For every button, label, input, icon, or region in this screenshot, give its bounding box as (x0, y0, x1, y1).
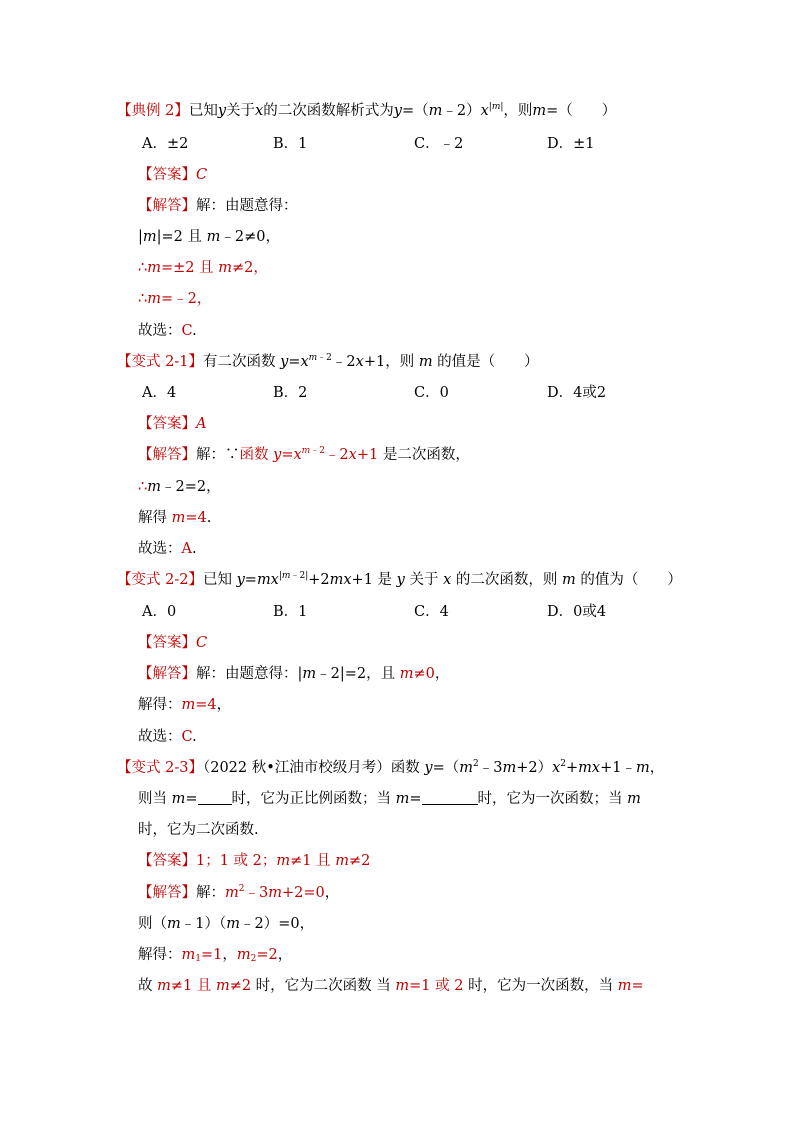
example-2-tag: 【典例 2】 (117, 103, 189, 119)
option-c[interactable]: C．0 (414, 385, 449, 401)
option-b[interactable]: B．1 (273, 604, 308, 620)
variant-2-3-solution: 【解答】解：$m^2﹣3m+2=0$， (138, 884, 340, 901)
variant-2-2-step-1: 解得：m=4， (138, 697, 232, 713)
option-c[interactable]: C．4 (414, 604, 449, 620)
variant-2-3-stem-2: 则当 m= 时，它为正比例函数；当 m= 时，它为一次函数；当 m (138, 791, 641, 807)
variant-2-1-step-2: 解得 m=4. (138, 510, 212, 526)
variant-2-3-step-1: 则（m﹣1）（m﹣2）=0， (138, 916, 315, 932)
example-2-stem: 【典例 2】已知y关于x的二次函数解析式为$y=(m﹣2)x^{|m|}$，则m=（ ） (117, 102, 617, 119)
example-2-step-4: 故选：C. (138, 323, 197, 339)
example-2-answer: 【答案】C (138, 167, 208, 183)
variant-2-3-step-2: 解得：$m_1=1$，$m_2=2$， (138, 947, 293, 964)
option-a[interactable]: A．±2 (142, 136, 189, 152)
option-d[interactable]: D．±1 (547, 136, 595, 152)
variant-2-1-answer: 【答案】A (138, 416, 207, 432)
variant-2-2-step-2: 故选：C. (138, 729, 197, 745)
variant-2-3-stem-3: 时，它为二次函数. (138, 822, 259, 838)
example-2-step-1: |m|=2 且 m﹣2≠0， (138, 229, 280, 245)
variant-2-2-stem: 【变式 2-2】已知 $y=mx^{|m﹣2|}+2mx+1$ 是 y 关于 x 的二次函数，则 m 的值为（ ） (117, 571, 682, 588)
variant-2-1-stem: 【变式 2-1】有二次函数 $y=x^{m﹣2}﹣2x+1$，则 m 的值是（ ） (117, 353, 539, 370)
variant-2-1-step-1: ∴m﹣2=2， (138, 479, 221, 495)
variant-2-1-step-3: 故选：A. (138, 541, 197, 557)
variant-2-3-answer: 【答案】1；1 或 2；m≠1 且 m≠2 (138, 853, 371, 869)
option-d[interactable]: D．0或4 (547, 604, 607, 620)
option-a[interactable]: A．0 (142, 604, 177, 620)
option-a[interactable]: A．4 (142, 385, 177, 401)
variant-2-2-solution: 【解答】解：由题意得：|m﹣2|=2，且 m≠0， (138, 666, 450, 682)
variant-2-3-stem-1: 【变式 2-3】（2022 秋•江油市校级月考）函数 $y=(m^2﹣3m+2)x^2+mx+1﹣m$， (117, 759, 665, 776)
variant-2-1-solution: 【解答】解：∵函数 $y=x^{m﹣2}﹣2x+1$ 是二次函数， (138, 446, 470, 463)
variant-2-2-answer: 【答案】C (138, 635, 208, 651)
option-d[interactable]: D．4或2 (547, 385, 607, 401)
variant-2-3-step-3: 故 m≠1 且 m≠2 时，它为二次函数 当 m=1 或 2 时，它为一次函数，当 m= (138, 978, 644, 994)
option-c[interactable]: C．﹣2 (414, 136, 464, 152)
example-2-solution: 【解答】解：由题意得： (138, 198, 298, 214)
option-b[interactable]: B．1 (273, 136, 308, 152)
example-2-step-2: ∴m=±2 且 m≠2， (138, 260, 268, 276)
blank-1[interactable] (198, 790, 232, 805)
blank-2[interactable] (422, 790, 478, 805)
option-b[interactable]: B．2 (273, 385, 308, 401)
example-2-step-3: ∴m=﹣2， (138, 291, 212, 307)
